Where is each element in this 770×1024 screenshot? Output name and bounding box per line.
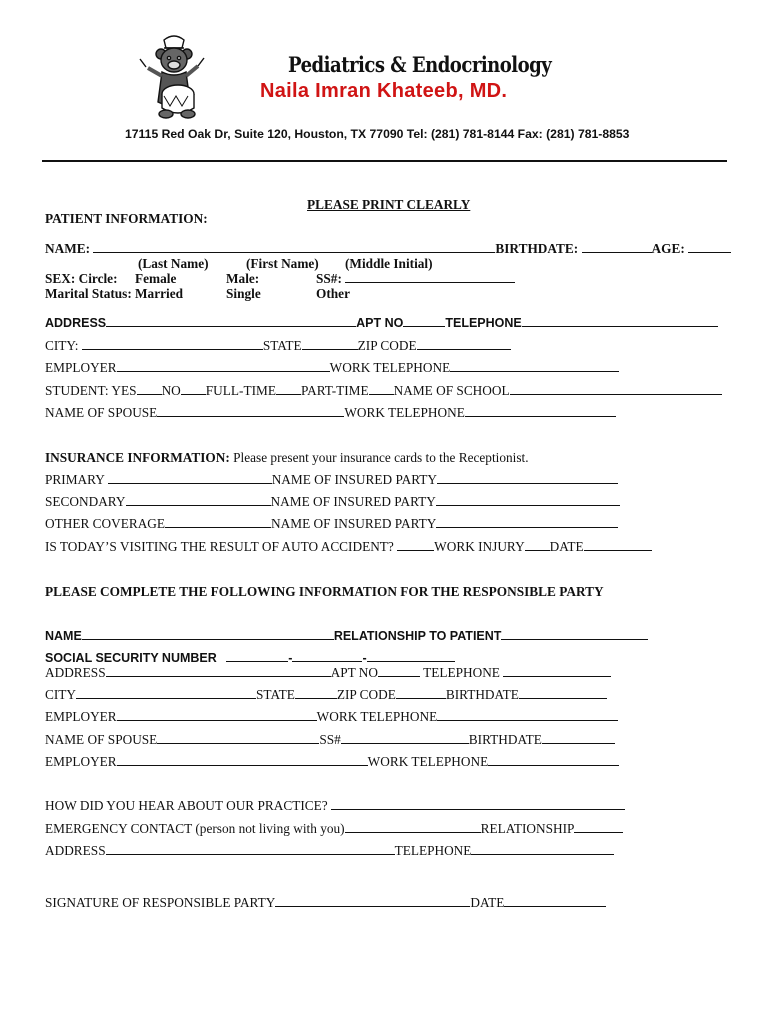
patient-ss-field[interactable]: [345, 271, 515, 283]
rp-work-telephone-field[interactable]: [437, 709, 618, 721]
other-insured-party-field[interactable]: [436, 516, 618, 528]
patient-employer-row: [45, 360, 619, 376]
ssn-dash-1: -: [288, 651, 293, 665]
emergency-address-field[interactable]: [106, 843, 395, 855]
marital-option-other[interactable]: Other: [316, 286, 350, 301]
part-time-field[interactable]: [369, 383, 394, 395]
insurance-note: Please present your insurance cards to the Receptionist.: [229, 450, 529, 465]
patient-spouse-field[interactable]: [157, 405, 344, 417]
rp-ss-label: SS#: [319, 732, 341, 747]
rp-work-telephone-label: WORK TELEPHONE: [316, 709, 438, 724]
marital-status-label: Marital Status:: [45, 286, 132, 301]
rp-zip-label: ZIP CODE: [336, 687, 396, 702]
rp-city-label: CITY: [45, 687, 77, 702]
signature-date-field[interactable]: [504, 895, 606, 907]
doctor-name: Naila Imran Khateeb, MD.: [260, 80, 508, 102]
practice-name: Pediatrics & Endocrinology: [288, 52, 552, 77]
rp-employer-field[interactable]: [117, 709, 317, 721]
insurance-heading-row: [45, 450, 529, 466]
patient-city-field[interactable]: [82, 338, 263, 350]
spouse-work-telephone-field[interactable]: [465, 405, 616, 417]
patient-zip-field[interactable]: [417, 338, 511, 350]
name-label: NAME:: [45, 241, 91, 256]
work-injury-field[interactable]: [525, 539, 550, 551]
address-label: ADDRESS: [45, 316, 107, 330]
patient-address-row: [45, 315, 718, 330]
rp-spouse-employer-row: [45, 754, 619, 770]
rp-state-field[interactable]: [295, 687, 337, 699]
other-coverage-field[interactable]: [165, 516, 271, 528]
secondary-label: SECONDARY: [45, 494, 126, 509]
accident-date-label: DATE: [549, 539, 584, 554]
patient-apt-field[interactable]: [403, 315, 445, 327]
other-coverage-row: [45, 516, 618, 532]
rp-address-field[interactable]: [106, 665, 331, 677]
emergency-contact-field[interactable]: [345, 821, 481, 833]
auto-accident-field[interactable]: [397, 539, 434, 551]
patient-info-heading: PATIENT INFORMATION:: [45, 211, 208, 226]
full-time-field[interactable]: [276, 383, 301, 395]
age-label: AGE:: [651, 241, 685, 256]
patient-name-field[interactable]: [93, 241, 495, 253]
relationship-to-patient-field[interactable]: [501, 628, 648, 640]
rp-birthdate-field[interactable]: [519, 687, 607, 699]
auto-accident-label: IS TODAY’S VISITING THE RESULT OF AUTO ACCIDENT?: [45, 539, 394, 554]
rp-spouse-employer-label: EMPLOYER: [45, 754, 117, 769]
rp-name-label: NAME: [45, 629, 82, 643]
primary-insurance-field[interactable]: [108, 472, 272, 484]
spouse-label: NAME OF SPOUSE: [45, 405, 158, 420]
rp-employer-row: [45, 709, 618, 725]
auto-accident-row: [45, 539, 652, 555]
rp-birthdate-label: BIRTHDATE: [445, 687, 519, 702]
age-field[interactable]: [688, 241, 731, 253]
secondary-insured-party-label: NAME OF INSURED PARTY: [270, 494, 436, 509]
rp-spouse-work-telephone-field[interactable]: [488, 754, 619, 766]
signature-date-label: DATE: [470, 895, 505, 910]
marital-option-married[interactable]: Married: [135, 286, 183, 301]
birthdate-field[interactable]: [582, 241, 652, 253]
primary-insured-party-field[interactable]: [437, 472, 618, 484]
accident-date-field[interactable]: [584, 539, 652, 551]
secondary-insured-party-field[interactable]: [436, 494, 620, 506]
patient-work-telephone-field[interactable]: [450, 360, 619, 372]
rp-spouse-birthdate-label: BIRTHDATE: [468, 732, 542, 747]
spouse-work-telephone-label: WORK TELEPHONE: [344, 405, 465, 420]
rp-apt-no-label: APT NO: [330, 665, 379, 680]
emergency-relationship-field[interactable]: [574, 821, 623, 833]
telephone-label: TELEPHONE: [445, 316, 522, 330]
secondary-insurance-field[interactable]: [126, 494, 271, 506]
student-yes-field[interactable]: [137, 383, 162, 395]
apt-no-label: APT NO: [356, 316, 404, 330]
city-label: CITY:: [45, 338, 79, 353]
patient-state-field[interactable]: [302, 338, 358, 350]
sex-label: SEX: Circle:: [45, 271, 118, 286]
signature-row: [45, 895, 606, 911]
emergency-address-row: [45, 843, 614, 859]
emergency-telephone-label: TELEPHONE: [394, 843, 472, 858]
other-insured-party-label: NAME OF INSURED PARTY: [271, 516, 437, 531]
patient-employer-field[interactable]: [117, 360, 330, 372]
print-clearly-heading: PLEASE PRINT CLEARLY: [307, 197, 471, 212]
patient-city-row: [45, 338, 511, 354]
relationship-to-patient-label: RELATIONSHIP TO PATIENT: [333, 629, 502, 643]
patient-ss-row: [316, 271, 515, 287]
emergency-address-label: ADDRESS: [45, 843, 106, 858]
primary-insurance-row: [45, 472, 618, 488]
rp-address-label: ADDRESS: [45, 665, 106, 680]
rp-ss-field[interactable]: [341, 732, 469, 744]
hear-about-label: HOW DID YOU HEAR ABOUT OUR PRACTICE?: [45, 798, 328, 813]
ssn-label: SOCIAL SECURITY NUMBER: [45, 651, 217, 665]
hear-about-field[interactable]: [331, 798, 625, 810]
ssn-part-1-field[interactable]: [226, 650, 288, 662]
patient-name-row: [45, 241, 731, 257]
rp-spouse-birthdate-field[interactable]: [542, 732, 615, 744]
rp-spouse-work-telephone-label: WORK TELEPHONE: [367, 754, 489, 769]
student-yes-label: STUDENT: YES: [45, 383, 137, 398]
hear-about-row: [45, 798, 625, 814]
full-time-label: FULL-TIME: [205, 383, 276, 398]
rp-telephone-field[interactable]: [503, 665, 611, 677]
student-no-field[interactable]: [181, 383, 206, 395]
part-time-label: PART-TIME: [300, 383, 369, 398]
school-field[interactable]: [510, 383, 722, 395]
emergency-relationship-label: RELATIONSHIP: [480, 821, 575, 836]
rp-employer-label: EMPLOYER: [45, 709, 117, 724]
birthdate-label: BIRTHDATE:: [495, 241, 579, 256]
rp-telephone-label: TELEPHONE: [423, 665, 500, 680]
rp-apt-field[interactable]: [378, 665, 420, 677]
marital-option-single[interactable]: Single: [226, 286, 261, 301]
rp-spouse-row: [45, 732, 615, 748]
school-label: NAME OF SCHOOL: [393, 383, 510, 398]
signature-field[interactable]: [275, 895, 470, 907]
sex-option-male[interactable]: Male:: [226, 271, 260, 286]
student-no-label: NO: [161, 383, 181, 398]
work-telephone-label: WORK TELEPHONE: [329, 360, 451, 375]
ssn-dash-2: -: [362, 651, 367, 665]
practice-address: 17115 Red Oak Dr, Suite 120, Houston, TX 77090 Tel: (281) 781-8144 Fax: (281) 781-8853: [125, 127, 630, 141]
first-name-caption: (First Name): [246, 256, 319, 271]
patient-spouse-row: [45, 405, 616, 421]
ssn-part-3-field[interactable]: [367, 650, 455, 662]
zip-label: ZIP CODE: [357, 338, 417, 353]
emergency-contact-row: [45, 821, 623, 837]
ss-label: SS#:: [316, 271, 342, 286]
rp-name-field[interactable]: [82, 628, 334, 640]
rp-spouse-employer-field[interactable]: [117, 754, 368, 766]
rp-city-row: [45, 687, 607, 703]
primary-insured-party-label: NAME OF INSURED PARTY: [271, 472, 438, 487]
header-divider: [42, 160, 727, 162]
primary-label: PRIMARY: [45, 472, 105, 487]
student-row: [45, 383, 722, 399]
work-injury-label: WORK INJURY: [434, 539, 525, 554]
rp-name-row: [45, 628, 648, 643]
signature-label: SIGNATURE OF RESPONSIBLE PARTY: [45, 895, 276, 910]
state-label: STATE: [262, 338, 302, 353]
emergency-contact-label: EMERGENCY CONTACT (person not living with you): [45, 821, 345, 836]
patient-telephone-field[interactable]: [522, 315, 718, 327]
bear-drummer-logo: [138, 32, 210, 122]
ssn-part-2-field[interactable]: [292, 650, 362, 662]
rp-address-row: [45, 665, 611, 681]
rp-spouse-label: NAME OF SPOUSE: [45, 732, 158, 747]
secondary-insurance-row: [45, 494, 620, 510]
rp-state-label: STATE: [256, 687, 295, 702]
responsible-party-heading: PLEASE COMPLETE THE FOLLOWING INFORMATION FOR THE RESPONSIBLE PARTY: [45, 584, 604, 599]
other-coverage-label: OTHER COVERAGE: [45, 516, 166, 531]
insurance-heading: INSURANCE INFORMATION:: [45, 450, 230, 465]
ssn-row: [45, 650, 455, 665]
emergency-telephone-field[interactable]: [471, 843, 614, 855]
sex-option-female[interactable]: Female: [135, 271, 177, 286]
middle-initial-caption: (Middle Initial): [345, 256, 433, 271]
patient-address-field[interactable]: [106, 315, 356, 327]
rp-spouse-field[interactable]: [157, 732, 319, 744]
employer-label: EMPLOYER: [45, 360, 117, 375]
rp-city-field[interactable]: [76, 687, 256, 699]
rp-zip-field[interactable]: [396, 687, 446, 699]
last-name-caption: (Last Name): [138, 256, 209, 271]
